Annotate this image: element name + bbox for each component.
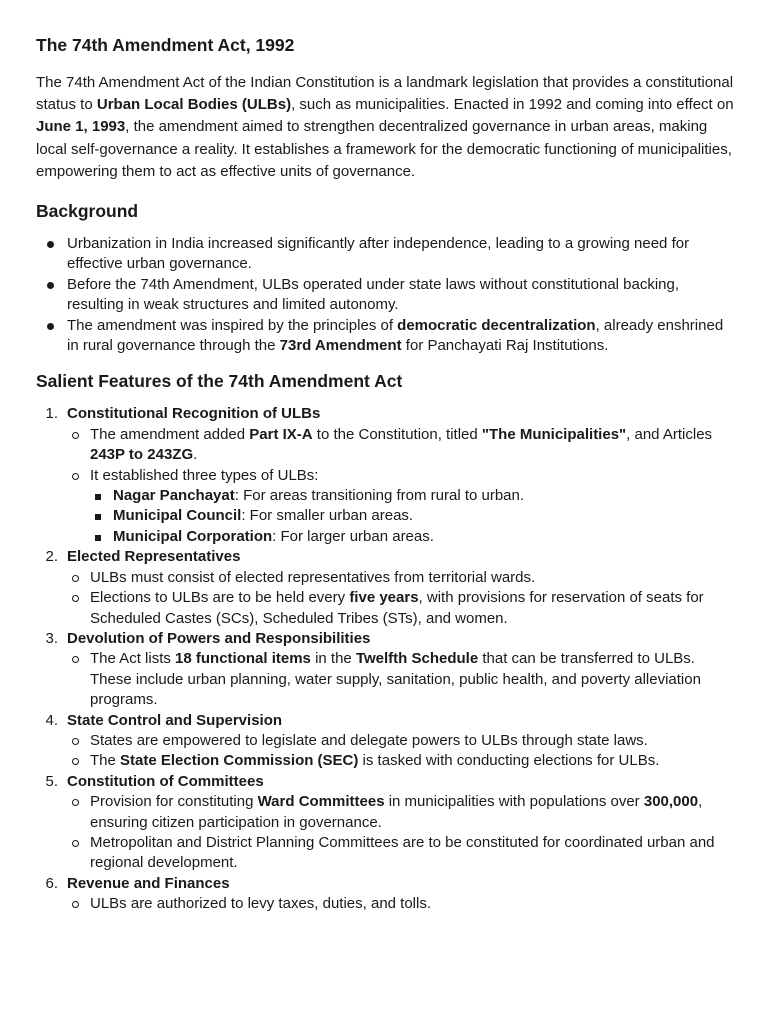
list-number: 6. bbox=[45, 874, 58, 892]
sub-item bbox=[67, 588, 736, 629]
feature-sublist bbox=[67, 568, 736, 629]
sub-item-bold: Ward Committees bbox=[257, 793, 385, 811]
feature-item bbox=[36, 874, 736, 915]
feature-sublist bbox=[67, 425, 736, 547]
circle-bullet-icon bbox=[72, 575, 79, 582]
square-bullet-icon bbox=[95, 494, 101, 500]
sub-item-text: . bbox=[193, 446, 198, 464]
circle-bullet-icon bbox=[72, 738, 79, 745]
sub-item-text: is tasked with conducting elections for ULBs. bbox=[358, 752, 660, 770]
list-item-text: for Panchayati Raj Institutions. bbox=[401, 337, 609, 355]
circle-bullet-icon bbox=[72, 758, 79, 765]
square-bullet-icon bbox=[95, 535, 101, 541]
sub-item-bold: 300,000 bbox=[643, 793, 699, 811]
sub-item-bold: Twelfth Schedule bbox=[355, 650, 479, 668]
sub-item-text: , ensuring citizen participation in governance. bbox=[90, 793, 703, 831]
feature-item bbox=[36, 547, 736, 629]
intro-bold-date: June 1, 1993 bbox=[36, 118, 126, 136]
feature-title: Constitution of Committees bbox=[67, 772, 264, 790]
bullet-icon bbox=[47, 282, 54, 289]
sub-item-text: Provision for constituting bbox=[90, 793, 258, 811]
sub-item-text: , with provisions for reservation of seats for Scheduled Castes (SCs), Scheduled Tribes (STs), and women. bbox=[90, 589, 704, 627]
sub-item bbox=[67, 466, 736, 548]
circle-bullet-icon bbox=[72, 432, 79, 439]
sub-item bbox=[67, 649, 736, 710]
sub-item bbox=[67, 792, 736, 833]
features-list bbox=[36, 404, 736, 914]
sub-item-text: in the bbox=[310, 650, 356, 668]
sub-item-bold: 18 functional items bbox=[175, 650, 311, 668]
list-item-bold: 73rd Amendment bbox=[279, 337, 402, 355]
intro-bold-ulbs: Urban Local Bodies (ULBs) bbox=[96, 96, 292, 114]
sub-item bbox=[67, 751, 736, 771]
circle-bullet-icon bbox=[72, 595, 79, 602]
bullet-icon bbox=[47, 241, 54, 248]
feature-title: Revenue and Finances bbox=[67, 874, 230, 892]
list-number: 5. bbox=[45, 772, 58, 790]
sub-item-text: , and Articles bbox=[626, 425, 713, 443]
ulb-type-name: Municipal Corporation bbox=[113, 527, 273, 545]
sub-item-bold: State Election Commission (SEC) bbox=[120, 752, 359, 770]
circle-bullet-icon bbox=[72, 799, 79, 806]
list-number: 2. bbox=[45, 548, 58, 566]
ulb-type-desc: : For smaller urban areas. bbox=[241, 507, 414, 525]
sub-item-bold: "The Municipalities" bbox=[481, 425, 627, 443]
list-number: 4. bbox=[45, 711, 58, 729]
sub-item bbox=[67, 568, 736, 588]
list-item-text: Before the 74th Amendment, ULBs operated under state laws without constitutional backing, resulting in weak structures and limited autonomy. bbox=[67, 275, 680, 314]
bullet-icon bbox=[47, 323, 54, 330]
ulb-type-name: Nagar Panchayat bbox=[113, 487, 235, 505]
list-number: 3. bbox=[45, 629, 58, 647]
sub-item-text: to the Constitution, titled bbox=[312, 425, 482, 443]
intro-text: The 74th Amendment Act of the Indian Constitution is a landmark legislation that provides a constitutional status to bbox=[36, 74, 734, 114]
intro-text: , the amendment aimed to strengthen decentralized governance in urban areas, making local self-governance a reality. It establishes a framework for the democratic functioning of municipalities, empowering them to act as effective units of governance. bbox=[36, 118, 732, 180]
sub-item-text: ULBs must consist of elected representatives from territorial wards. bbox=[90, 568, 536, 586]
ulb-type-desc: : For larger urban areas. bbox=[272, 527, 434, 545]
ulb-type-item bbox=[90, 527, 736, 547]
list-item-text: , already enshrined in rural governance through the bbox=[67, 316, 724, 355]
feature-title: State Control and Supervision bbox=[67, 711, 283, 729]
feature-sublist bbox=[67, 731, 736, 772]
sub-item-text: The Act lists bbox=[90, 650, 176, 668]
feature-item bbox=[36, 629, 736, 711]
page-title: The 74th Amendment Act, 1992 bbox=[36, 35, 295, 55]
feature-item bbox=[36, 772, 736, 874]
ulb-types-list bbox=[90, 486, 736, 547]
list-item-text: Urbanization in India increased significantly after independence, leading to a growing need for effective urban governance. bbox=[67, 235, 690, 273]
feature-sublist bbox=[67, 894, 736, 914]
feature-title: Constitutional Recognition of ULBs bbox=[67, 405, 321, 423]
sub-item-text: Elections to ULBs are to be held every bbox=[90, 589, 350, 607]
sub-item bbox=[67, 425, 736, 466]
circle-bullet-icon bbox=[72, 473, 79, 480]
sub-item-text: The bbox=[90, 752, 121, 770]
sub-item-bold: Part IX-A bbox=[249, 425, 313, 443]
sub-item bbox=[67, 894, 736, 914]
square-bullet-icon bbox=[95, 514, 101, 520]
feature-sublist bbox=[67, 792, 736, 874]
sub-item-bold: 243P to 243ZG bbox=[90, 446, 194, 464]
list-item bbox=[36, 234, 736, 275]
feature-title: Devolution of Powers and Responsibilities bbox=[67, 629, 371, 647]
sub-item-text: that can be transferred to ULBs. These include urban planning, water supply, sanitation, public health, and poverty alleviation programs. bbox=[90, 650, 701, 709]
sub-item-text: Metropolitan and District Planning Committees are to be constituted for coordinated urban and regional development. bbox=[90, 833, 715, 872]
ulb-type-item bbox=[90, 506, 736, 526]
list-item bbox=[36, 316, 736, 357]
background-heading: Background bbox=[36, 201, 139, 222]
feature-item bbox=[36, 711, 736, 772]
circle-bullet-icon bbox=[72, 901, 79, 908]
features-heading: Salient Features of the 74th Amendment Act bbox=[36, 371, 403, 392]
intro-text: , such as municipalities. Enacted in 1992 and coming into effect on bbox=[291, 96, 734, 114]
sub-item bbox=[67, 833, 736, 874]
sub-item-text: The amendment added bbox=[90, 425, 250, 443]
sub-item-bold: five years bbox=[349, 589, 419, 607]
sub-item-text: States are empowered to legislate and delegate powers to ULBs through state laws. bbox=[90, 731, 648, 749]
list-item bbox=[36, 275, 736, 316]
sub-item-text: ULBs are authorized to levy taxes, duties, and tolls. bbox=[90, 895, 432, 913]
list-item-bold: democratic decentralization bbox=[397, 316, 596, 334]
feature-title: Elected Representatives bbox=[67, 548, 241, 566]
sub-item-text: in municipalities with populations over bbox=[384, 793, 644, 811]
sub-item bbox=[67, 731, 736, 751]
intro-paragraph bbox=[36, 72, 736, 183]
background-list bbox=[36, 234, 736, 356]
circle-bullet-icon bbox=[72, 656, 79, 663]
feature-sublist bbox=[67, 649, 736, 710]
feature-item bbox=[36, 404, 736, 547]
ulb-type-name: Municipal Council bbox=[113, 507, 242, 525]
ulb-type-desc: : For areas transitioning from rural to urban. bbox=[234, 487, 525, 505]
list-number: 1. bbox=[45, 405, 58, 423]
ulb-type-item bbox=[90, 486, 736, 506]
sub-item-text: It established three types of ULBs: bbox=[90, 466, 319, 484]
list-item-text: The amendment was inspired by the principles of bbox=[67, 316, 398, 334]
circle-bullet-icon bbox=[72, 840, 79, 847]
